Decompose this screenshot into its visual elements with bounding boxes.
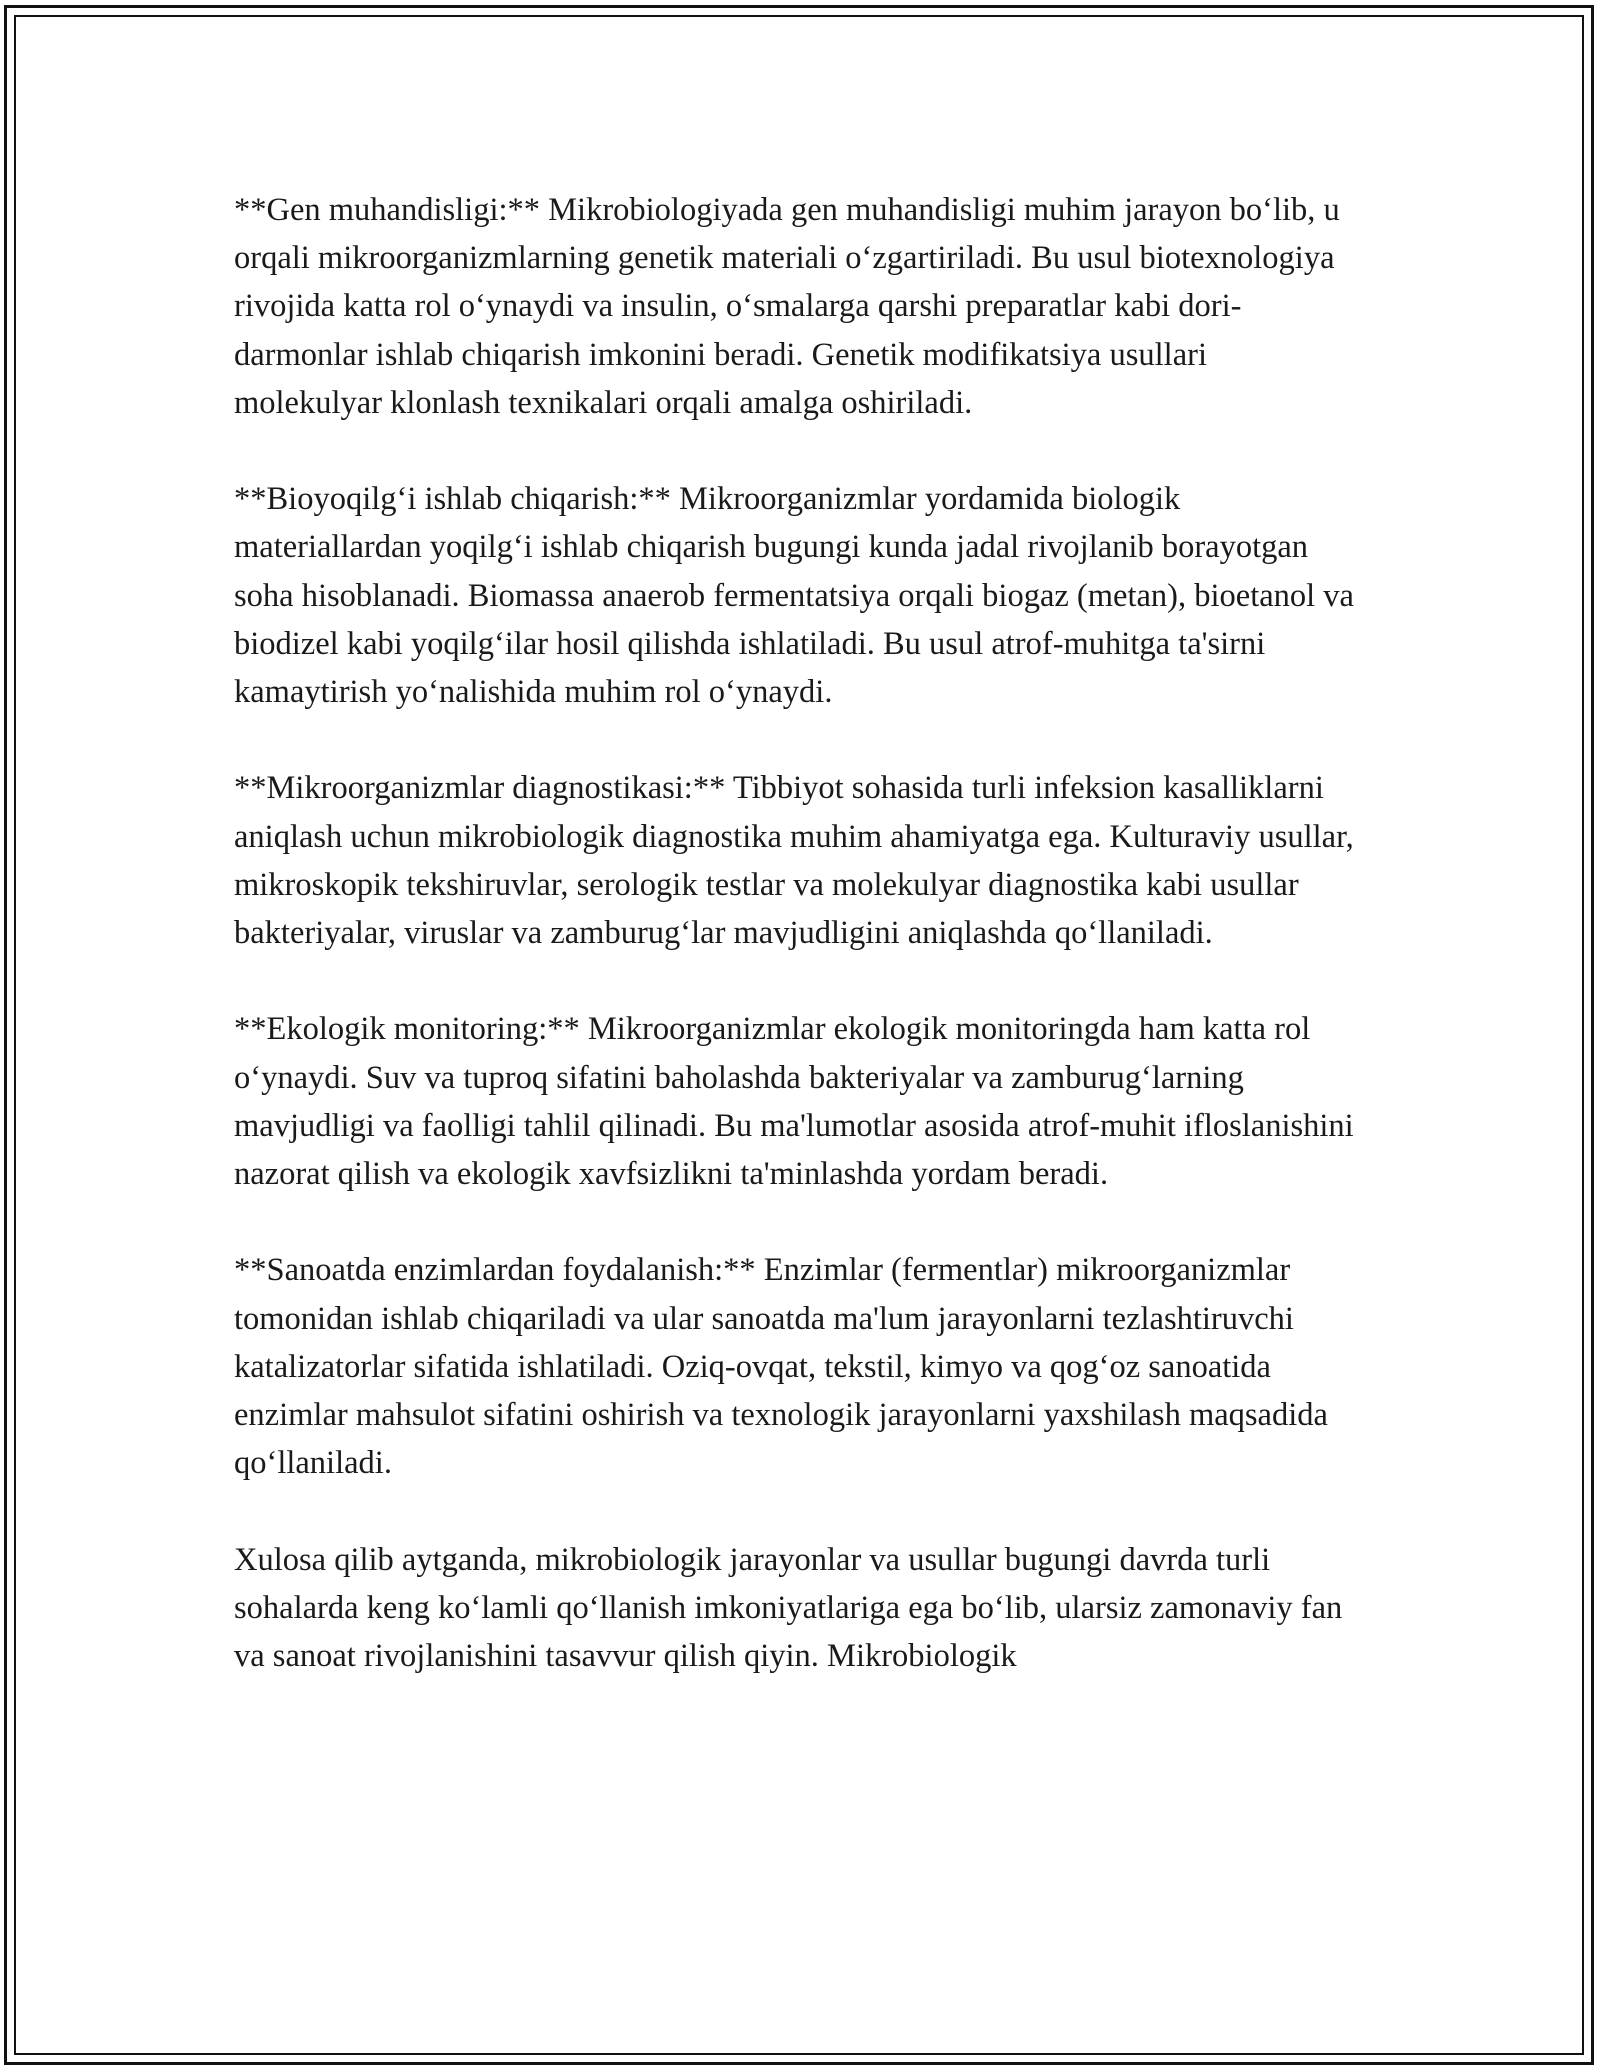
document-body bbox=[234, 186, 1354, 1728]
paragraph-gen-muhandisligi: **Gen muhandisligi:** Mikrobiologiyada gen muhandisligi muhim jarayon bo‘lib, u orqali mikroorganizmlarning genetik materiali o‘zgartiriladi. Bu usul biotexnologiya rivojida katta rol o‘ynaydi va insulin, o‘smalarga qarshi preparatlar kabi dori-darmonlar ishlab chiqarish imkonini beradi. Genetik modifikatsiya usullari molekulyar klonlash texnikalari orqali amalga oshiriladi. bbox=[234, 192, 1340, 421]
paragraph-xulosa: Xulosa qilib aytganda, mikrobiologik jarayonlar va usullar bugungi davrda turli sohalarda keng ko‘lamli qo‘llanish imkoniyatlariga ega bo‘lib, ularsiz zamonaviy fan va sanoat rivojlanishini tasavvur qilish qiyin. Mikrobiologik bbox=[234, 1541, 1343, 1675]
paragraph-enzimlar: **Sanoatda enzimlardan foydalanish:** Enzimlar (fermentlar) mikroorganizmlar tomonidan ishlab chiqariladi va ular sanoatda ma'lum jarayonlarni tezlashtiruvchi katalizatorlar sifatida ishlatiladi. Oziq-ovqat, tekstil, kimyo va qog‘oz sanoatida enzimlar mahsulot sifatini oshirish va texnologik jarayonlarni yaxshilash maqsadida qo‘llaniladi. bbox=[234, 1252, 1328, 1482]
paragraph-diagnostika: **Mikroorganizmlar diagnostikasi:** Tibbiyot sohasida turli infeksion kasalliklarni aniqlash uchun mikrobiologik diagnostika muhim ahamiyatga ega. Kulturaviy usullar, mikroskopik tekshiruvlar, serologik testlar va molekulyar diagnostika kabi usullar bakteriyalar, viruslar va zamburug‘lar mavjudligini aniqlashda qo‘llaniladi. bbox=[234, 770, 1354, 952]
paragraph-bioyoqilgi: **Bioyoqilg‘i ishlab chiqarish:** Mikroorganizmlar yordamida biologik materiallardan yoqilg‘i ishlab chiqarish bugungi kunda jadal rivojlanib borayotgan soha hisoblanadi. Biomassa anaerob fermentatsiya orqali biogaz (metan), bioetanol va biodizel kabi yoqilg‘ilar hosil qilishda ishlatiladi. Bu usul atrof-muhitga ta'sirni kamaytirish yo‘nalishida muhim rol o‘ynaydi. bbox=[234, 481, 1354, 711]
paragraph-ekologik-monitoring: **Ekologik monitoring:** Mikroorganizmlar ekologik monitoringda ham katta rol o‘ynaydi. Suv va tuproq sifatini baholashda bakteriyalar va zamburug‘larning mavjudligi va faolligi tahlil qilinadi. Bu ma'lumotlar asosida atrof-muhit ifloslanishini nazorat qilish va ekologik xavfsizlikni ta'minlashda yordam beradi. bbox=[234, 1011, 1354, 1193]
